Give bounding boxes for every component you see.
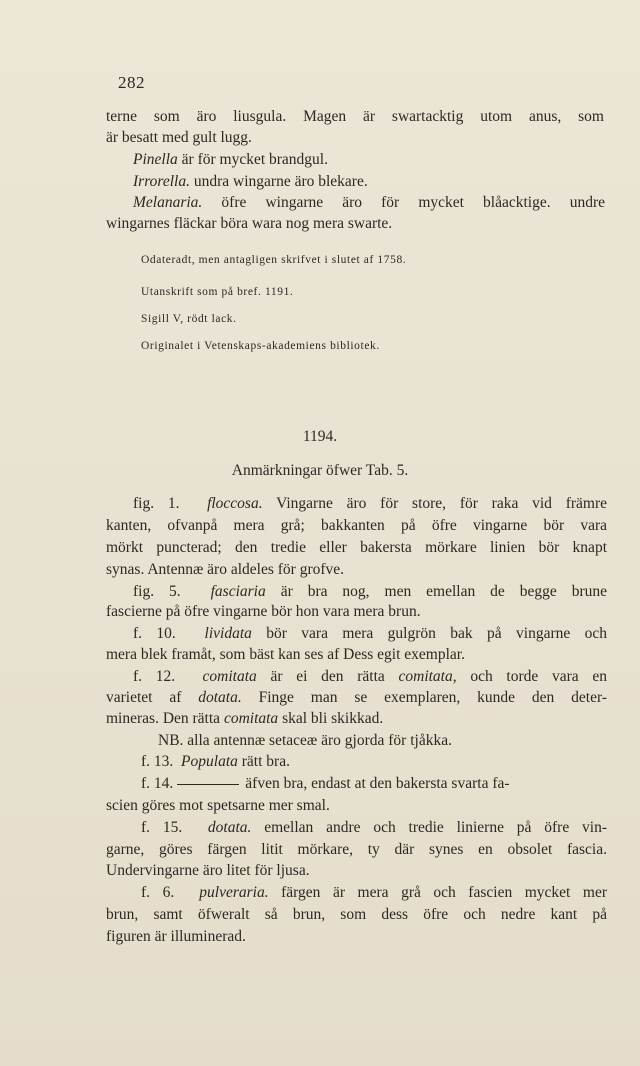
text-line: wingarnes fläckar böra wara nog mera swarte.: [106, 215, 393, 232]
species-name: floccosa.: [207, 495, 263, 512]
letter-number: 1194.: [302, 428, 338, 445]
text-line: brun, samt öfweralt så brun, som dess öfre och nedre kant på: [106, 906, 607, 923]
text-line: är besatt med gult lugg.: [106, 129, 252, 146]
species-name: Irrorella.: [133, 173, 190, 190]
editorial-note: Sigill V, rödt lack.: [141, 313, 237, 325]
text-line: kanten, ofvanpå mera grå; bakkanten på öfre vingarne bör vara: [106, 517, 607, 534]
text-line: f. 13. Populata rätt bra.: [141, 753, 290, 770]
text-line: mera blek framåt, som bäst kan ses af Dess egit exemplar.: [106, 646, 465, 663]
page-number: 282: [118, 73, 145, 92]
text-line: Pinella är för mycket brandgul.: [133, 151, 328, 168]
text-line: figuren är illuminerad.: [106, 928, 246, 945]
text-line: mörkt puncterad; den tredie eller bakersta mörkare linien bör knapt: [106, 539, 607, 556]
text-line: f. 14. äfven bra, endast at den bakersta svarta fa-: [141, 775, 510, 792]
text-line: fig. 1. floccosa. Vingarne äro för store, för raka vid främre: [133, 495, 608, 512]
text-line: Undervingarne äro litet för ljusa.: [106, 862, 310, 879]
text-line: varietet af dotata. Finge man se exemplaren, kunde den deter-: [106, 689, 607, 706]
text-line: mineras. Den rätta comitata skal bli skikkad.: [106, 710, 384, 727]
text-line: NB. alla antennæ setaceæ äro gjorda för tjåkka.: [158, 732, 452, 749]
text-line: terne som äro liusgula. Magen är swartacktig utom anus, som: [106, 108, 604, 125]
text-line: Melanaria. öfre wingarne äro för mycket blåacktige. undre: [133, 194, 605, 211]
letter-heading: Anmärkningar öfwer Tab. 5.: [231, 462, 409, 479]
species-name: fasciaria: [210, 583, 266, 600]
editorial-note: Utanskrift som på bref. 1191.: [141, 286, 294, 298]
species-name: Populata: [181, 753, 238, 770]
species-name: pulveraria.: [199, 884, 269, 901]
text-line: f. 6. pulveraria. färgen är mera grå och fascien mycket mer: [141, 884, 607, 901]
text-line: fig. 5. fasciaria är bra nog, men emellan de begge brune: [133, 583, 608, 600]
text-line: scien göres mot spetsarne mer smal.: [106, 797, 330, 814]
editorial-note: Odateradt, men antagligen skrifvet i slutet af 1758.: [141, 254, 407, 266]
species-name: Pinella: [133, 151, 178, 168]
text-line: Irrorella. undra wingarne äro blekare.: [133, 173, 368, 190]
species-name: comitata: [223, 710, 279, 727]
editorial-note: Originalet i Vetenskaps-akademiens bibliotek.: [141, 340, 380, 352]
species-name: comitata: [202, 668, 257, 685]
text-line: f. 10. lividata bör vara mera gulgrön bak på vingarne och: [133, 625, 607, 642]
text-line: f. 15. dotata. emellan andre och tredie linierne på öfre vin-: [141, 819, 607, 836]
species-name: lividata: [204, 625, 252, 642]
species-name: dotata.: [198, 689, 242, 706]
text-line: synas. Antennæ äro aldeles för grofve.: [106, 561, 345, 578]
species-name: dotata.: [207, 819, 252, 836]
dash-rule: [177, 784, 239, 785]
text-line: f. 12. comitata är ei den rätta comitata, och torde vara en: [133, 668, 607, 685]
species-name: comitata,: [398, 668, 457, 685]
text-line: garne, göres färgen litit mörkare, ty där synes en obsolet fascia.: [106, 841, 607, 858]
text-line: fascierne på öfre vingarne bör hon vara mera brun.: [106, 603, 421, 620]
species-name: Melanaria.: [133, 194, 203, 211]
